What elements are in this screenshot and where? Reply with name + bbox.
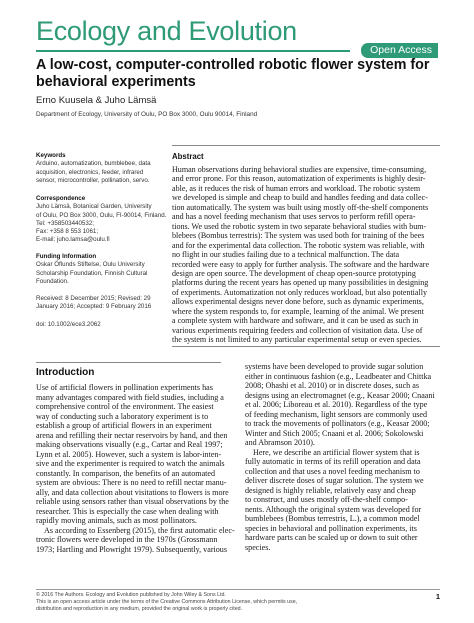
- body-line: system are obvious: There is no need to refill nectar manu-: [36, 478, 227, 487]
- body-line: deliver discrete doses of sugar solution. The system we: [245, 476, 424, 485]
- body-line: many advantages compared with field studies, including a: [36, 392, 224, 402]
- introduction-heading: Introduction: [36, 367, 95, 378]
- abstract-line: tions. We used the robotic system in two separate behavioral studies with bum-: [172, 221, 427, 231]
- abstract-line: platforms during the recent years has opened up many possibilities in designing: [172, 278, 429, 288]
- introduction-left-column: [36, 383, 235, 554]
- body-line: reliable using sensors rather than visual observations by the: [36, 497, 229, 506]
- body-line: sive and the experimenter is required to watch the animals: [36, 459, 225, 468]
- footer-rule: [36, 589, 440, 590]
- body-line: hardware parts can be scaled up or down to suit other: [245, 533, 418, 542]
- body-line: Use of artificial flowers in pollination experiments has: [36, 383, 213, 392]
- body-line: collection and that uses a novel feeding mechanism to: [245, 466, 420, 476]
- abstract-line: blebees (Bombus terrestris): The system was used both for training of the bees: [172, 231, 425, 241]
- abstract-heading: Abstract: [172, 152, 204, 161]
- introduction-rule: [36, 362, 221, 363]
- abstract-line: we developed is simple and cheap to build and handles feeding and data collec-: [172, 193, 428, 203]
- body-line: rapidly moving animals, such as most pollinators.: [36, 516, 197, 525]
- email-link[interactable]: E-mail: juho.lamsa@oulu.fi: [36, 236, 110, 244]
- body-line: As according to Essenberg (2015), the first automatic elec-: [44, 525, 235, 535]
- body-line: species in behavioral and pollination experiments, its: [245, 523, 417, 533]
- body-line: ally, and data collection about visitations to flowers is more: [36, 487, 229, 497]
- body-line: constantly. In comparison, the benefits of an automated: [36, 468, 216, 478]
- funding-block: [36, 253, 161, 286]
- abstract-line: recorded were easy to apply for further analysis. The software and the hardware: [172, 259, 430, 269]
- body-line: either in continuous fashion (e.g., Leadbeater and Chittka: [245, 371, 432, 381]
- correspondence-line: Fax: +358 8 553 1061;: [36, 228, 99, 236]
- body-line: establish a group of artificial flowers in an experiment: [36, 421, 212, 430]
- body-line: tronic flowers were developed in the 1970s (Grossmann: [36, 535, 218, 544]
- author-list: Erno Kuusela & Juho Lämsä: [36, 95, 157, 106]
- abstract-line: the system is not limited to any particular experimental setup or even species.: [172, 335, 422, 345]
- open-access-badge: Open Access: [361, 43, 438, 58]
- body-line: to track the movements of pollinators (e.g., Keasar 2000;: [245, 419, 430, 428]
- body-line: designed is highly reliable, relatively easy and cheap: [245, 485, 416, 495]
- correspondence-block: [36, 195, 167, 245]
- abstract-line: various experiments requiring feeders and collection of visitation data. Use of: [172, 325, 423, 335]
- journal-title: Ecology and Evolution: [36, 16, 297, 46]
- body-line: 2008; Ohashi et al. 2010) or in discrete doses, such as: [245, 381, 419, 390]
- body-line: comprehensive control of the environment. The easiest: [36, 402, 214, 411]
- body-line: Here, we describe an artificial flower system that is: [253, 447, 420, 457]
- body-line: systems have been developed to provide sugar solution: [245, 362, 424, 371]
- body-line: Winter and Stich 2005; Cnaani et al. 2006; Sokolowski: [245, 428, 424, 438]
- body-line: arena and refilling their nectar reservoirs by hand, and then: [36, 430, 228, 440]
- doi-block: [36, 321, 161, 329]
- abstract-line: and for the experimental data collection. The robotic system was reliable, with: [172, 240, 425, 250]
- body-line: 1973; Hartling and Plowright 1979). Subsequently, various: [36, 544, 228, 554]
- affiliation: Department of Ecology, University of Oulu, PO Box 3000, Oulu 90014, Finland: [36, 111, 258, 118]
- abstract-line: tion automatically. The system was built using mostly off-the-shelf components: [172, 202, 429, 212]
- keywords-line: acquisition, electronics, feeder, infrared: [36, 168, 144, 176]
- abstract-line: allows experimental designs never done before, such as dynamic experiments,: [172, 297, 424, 307]
- body-line: Lynn et al. 2005). However, such a system is labor-inten-: [36, 449, 222, 459]
- abstract-line: able, as it reduces the risk of human errors and workload. The robotic system: [172, 183, 421, 193]
- funding-line: Foundation.: [36, 277, 69, 285]
- journal-header: [36, 16, 438, 56]
- abstract-bottom-rule: [172, 346, 440, 347]
- keywords-block: [36, 152, 161, 185]
- body-line: of feeding mechanism, light sensors are commonly used: [245, 409, 428, 419]
- copyright-footer: [36, 592, 416, 613]
- body-line: designs using an electromagnet (e.g., Keasar 2000; Cnaani: [245, 390, 435, 400]
- abstract-line: and has a novel feeding mechanism that uses servos to perform refill opera-: [172, 212, 416, 222]
- abstract-line: of experiments. Automatization not only reduces workload, but also potentially: [172, 287, 427, 297]
- body-line: et al. 2006; Liboreau et al. 2010). Regardless of the type: [245, 400, 428, 409]
- abstract-line: design are open source. The development of cheap open-source prototyping: [172, 268, 416, 278]
- keywords-line: sensor, microcontroller, pollination, servo.: [36, 176, 150, 184]
- correspondence-heading: Correspondence: [36, 195, 86, 202]
- abstract-line: and error prone. For this reason, automatization of experiments is highly desir-: [172, 174, 426, 184]
- abstract-line: where the system responds to, for example, learning of the animal. We present: [172, 306, 424, 316]
- footer-line: © 2016 The Authors. Ecology and Evolution published by John Wiley & Sons Ltd.: [36, 592, 226, 598]
- funding-line: Oskar Öflunds Stiftelse, Oulu University: [36, 261, 145, 269]
- introduction-right-column: [245, 362, 442, 552]
- body-line: nents. Although the original system was developed for: [245, 504, 422, 514]
- keywords-heading: Keywords: [36, 152, 66, 159]
- funding-line: Scholarship Foundation, Finnish Cultural: [36, 269, 148, 277]
- correspondence-line: of Oulu, PO Box 3000, Oulu, FI-90014, Finland.: [36, 211, 167, 219]
- header-rule: [36, 50, 350, 52]
- correspondence-line: Juho Lämsä, Botanical Garden, University: [36, 203, 152, 211]
- dates-line: January 2016; Accepted: 9 February 2016: [36, 303, 152, 311]
- body-line: way of conducting such a laboratory experiment is to: [36, 411, 209, 421]
- abstract-line: no flight in our studies failing due to a technical malfunction. The data: [172, 250, 400, 260]
- body-line: researcher. This is especially the case when dealing with: [36, 506, 219, 516]
- footer-line: distribution and reproduction in any medium, provided the original work is properly cited.: [36, 606, 243, 612]
- dates-block: [36, 295, 161, 312]
- article-title: A low-cost, computer-controlled robotic flower system for behavioral experiments: [36, 57, 430, 90]
- abstract-body: [172, 165, 440, 345]
- body-line: and Abramson 2010).: [245, 438, 315, 447]
- body-line: bumblebees (Bombus terrestris, L.), a common model: [245, 514, 420, 523]
- keywords-line: Arduino, automatization, bumblebee, data: [36, 160, 151, 168]
- page-number: 1: [435, 592, 440, 601]
- footer-line: This is an open access article under the terms of the Creative Commons Attribution License, which permits use,: [36, 599, 298, 605]
- dates-line: Received: 8 December 2015; Revised: 29: [36, 295, 151, 302]
- abstract-line: Human observations during behavioral studies are expensive, time-consuming,: [172, 165, 427, 174]
- abstract-top-rule: [172, 145, 440, 146]
- funding-heading: Funding Information: [36, 253, 97, 260]
- body-line: making observations visually (e.g., Cartar and Real 1997;: [36, 440, 223, 449]
- body-line: species.: [245, 542, 271, 552]
- abstract-line: a complete system with hardware and software, and it can be used as such in: [172, 316, 419, 326]
- body-line: fully automatic in terms of its refill operation and data: [245, 457, 421, 466]
- doi-link[interactable]: doi: 10.1002/ece3.2062: [36, 321, 101, 328]
- body-line: to construct, and uses mostly off-the-shelf compo-: [245, 495, 408, 504]
- correspondence-line: Tel: +358503440532;: [36, 219, 94, 227]
